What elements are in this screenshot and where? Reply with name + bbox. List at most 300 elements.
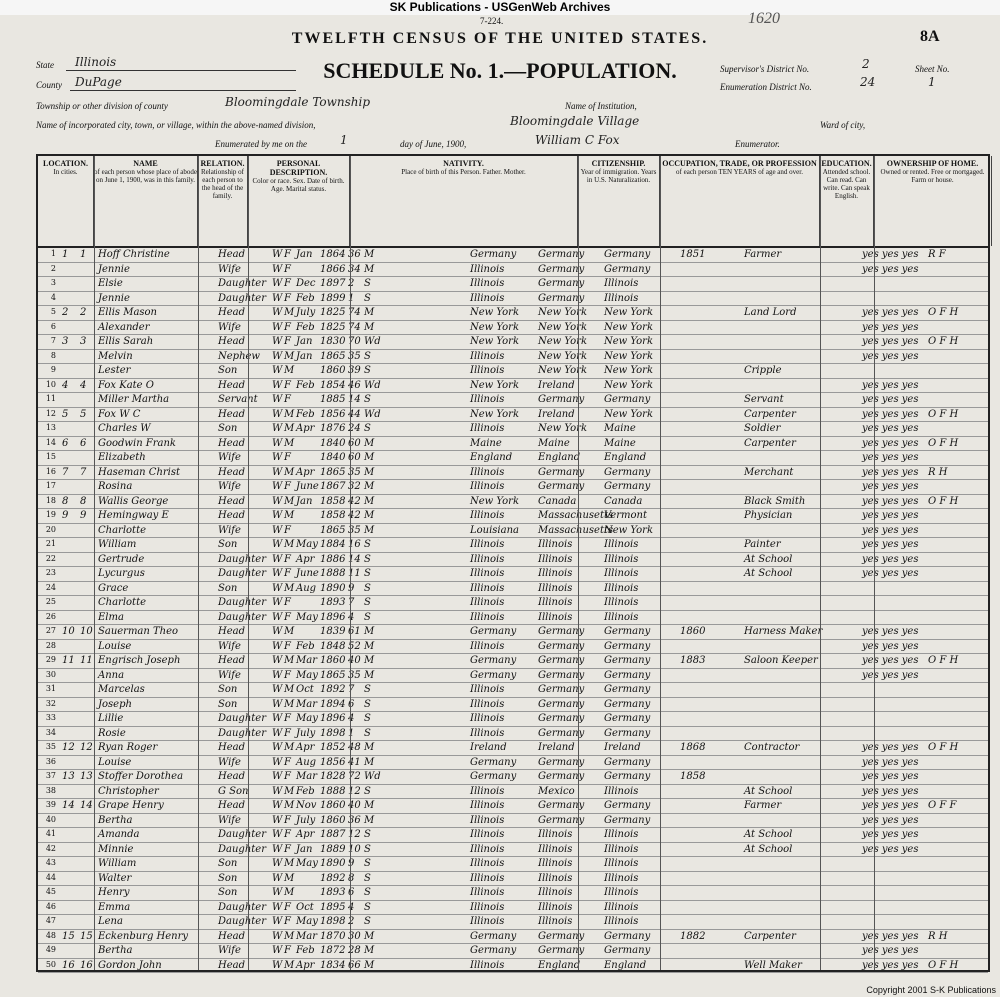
cell-pob: Germany	[470, 930, 517, 942]
cell-pob: Illinois	[470, 510, 505, 521]
cell-sex: F	[284, 336, 291, 347]
cell-ms: S	[364, 423, 371, 434]
cell-sex: F	[284, 814, 291, 826]
cell-yr: 1865	[320, 350, 346, 362]
cell-rel: Head	[218, 495, 246, 507]
cell-ms: S	[364, 872, 371, 884]
cell-rel: Wife	[218, 669, 241, 681]
cell-ms: S	[364, 843, 371, 855]
cell-age: 41	[348, 756, 361, 768]
cell-f: 1	[80, 249, 87, 260]
cell-mob: Germany	[604, 263, 651, 275]
cell-fob: Germany	[538, 930, 585, 942]
cell-mo: Feb	[296, 408, 315, 420]
cell-occ: Servant	[744, 394, 784, 405]
cell-n: 19	[45, 510, 56, 519]
cell-yr: 1852	[320, 742, 346, 753]
cell-own: R F	[928, 249, 946, 260]
cell-ms: M	[364, 524, 375, 536]
cell-mob: Canada	[604, 495, 643, 507]
cell-yr: 1893	[320, 887, 346, 898]
cell-mob: Germany	[604, 713, 651, 724]
cell-mob: Illinois	[604, 568, 639, 579]
cell-d: 5	[62, 408, 69, 420]
cell-f: 8	[80, 495, 87, 507]
cell-imm: 1882	[680, 930, 706, 942]
cell-rel: Head	[218, 408, 246, 420]
column-header-subtitle: In cities.	[53, 168, 78, 176]
cell-race: W	[272, 655, 283, 666]
cell-name: Grape Henry	[98, 800, 164, 811]
cell-race: W	[272, 249, 283, 260]
cell-mo: Jan	[296, 843, 313, 855]
cell-race: W	[272, 539, 283, 550]
cell-fob: Germany	[538, 263, 585, 275]
cell-race: W	[272, 872, 283, 884]
cell-pob: Illinois	[470, 640, 505, 652]
census-row	[38, 669, 988, 684]
cell-rel: Son	[218, 423, 238, 434]
cell-race: W	[272, 495, 283, 507]
cell-mob: Maine	[604, 423, 636, 434]
cell-age: 2	[348, 916, 355, 927]
cell-n: 20	[45, 524, 56, 534]
cell-yr: 1834	[320, 959, 346, 971]
cell-name: Alexander	[98, 321, 150, 333]
cell-yr: 1825	[320, 321, 346, 333]
cell-age: 9	[348, 582, 355, 594]
cell-rel: G Son	[218, 785, 249, 797]
cell-edu: yes yes yes	[862, 568, 919, 579]
cell-name: Melvin	[98, 350, 133, 362]
cell-age: 12	[348, 829, 361, 840]
cell-sex: M	[284, 307, 295, 318]
cell-fob: Illinois	[538, 916, 573, 927]
cell-d: 16	[62, 959, 75, 971]
cell-edu: yes yes yes	[862, 742, 919, 753]
cell-age: 39	[348, 365, 361, 376]
cell-name: Gertrude	[98, 553, 145, 565]
cell-d: 10	[62, 626, 75, 637]
cell-f: 7	[80, 466, 87, 478]
cell-yr: 1858	[320, 510, 346, 521]
cell-ms: S	[364, 597, 371, 608]
column-header-subtitle: Year of immigration. Years in U.S. Naturalization.	[580, 168, 657, 184]
cell-imm: 1858	[680, 771, 706, 782]
cell-f: 3	[80, 336, 87, 347]
cell-fob: New York	[538, 321, 587, 333]
cell-fob: Massachusetts	[538, 510, 614, 521]
cell-rel: Daughter	[218, 553, 266, 565]
cell-age: 42	[348, 495, 361, 507]
cell-race: W	[272, 481, 283, 492]
cell-rel: Head	[218, 510, 246, 521]
cell-fob: Ireland	[538, 408, 575, 420]
cell-own: O F H	[928, 655, 959, 666]
cell-mob: New York	[604, 307, 653, 318]
cell-rel: Head	[218, 800, 246, 811]
cell-name: Engrisch Joseph	[98, 655, 181, 666]
cell-age: 60	[348, 437, 361, 449]
cell-mo: Feb	[296, 379, 315, 391]
cell-n: 35	[45, 742, 56, 751]
cell-own: R H	[928, 930, 948, 942]
cell-sex: F	[284, 452, 291, 463]
cell-pob: Illinois	[470, 684, 505, 695]
cell-sex: M	[284, 466, 295, 478]
cell-n: 45	[45, 887, 56, 896]
cell-pob: New York	[470, 307, 519, 318]
cell-sex: F	[284, 278, 291, 289]
cell-fob: Illinois	[538, 887, 573, 898]
cell-rel: Wife	[218, 481, 241, 492]
cell-fob: Illinois	[538, 611, 573, 623]
cell-fob: Illinois	[538, 582, 573, 594]
cell-mob: New York	[604, 524, 653, 536]
census-row	[38, 553, 988, 568]
cell-mob: Germany	[604, 669, 651, 681]
cell-name: Lester	[98, 365, 131, 376]
cell-age: 6	[348, 698, 355, 710]
census-row	[38, 422, 988, 437]
cell-n: 9	[50, 365, 56, 374]
cell-rel: Son	[218, 698, 238, 710]
cell-occ: Land Lord	[744, 307, 797, 318]
cell-n: 32	[45, 698, 56, 708]
cell-n: 25	[45, 597, 56, 606]
archive-banner: SK Publications - USGenWeb Archives	[0, 0, 1000, 15]
cell-rel: Head	[218, 466, 246, 478]
cell-pob: Illinois	[470, 800, 505, 811]
cell-fob: Germany	[538, 771, 585, 782]
cell-pob: Illinois	[470, 727, 505, 739]
cell-yr: 1896	[320, 713, 346, 724]
census-row	[38, 886, 988, 901]
cell-occ: Black Smith	[744, 495, 806, 507]
cell-mob: Illinois	[604, 916, 639, 927]
column-header-subtitle: Owned or rented. Free or mortgaged. Farm or house.	[880, 168, 985, 184]
cell-fob: Germany	[538, 655, 585, 666]
cell-name: Louise	[98, 756, 132, 768]
cell-occ: At School	[744, 829, 793, 840]
cell-name: Hoff Christine	[98, 249, 170, 260]
cell-mo: Jan	[296, 495, 313, 507]
cell-race: W	[272, 843, 283, 855]
cell-pob: New York	[470, 408, 519, 420]
cell-sex: M	[284, 742, 295, 753]
cell-race: W	[272, 742, 283, 753]
cell-ms: M	[364, 307, 375, 318]
cell-mo: Feb	[296, 945, 315, 956]
cell-race: W	[272, 713, 283, 724]
cell-name: Eckenburg Henry	[98, 930, 189, 942]
cell-mob: Germany	[604, 684, 651, 695]
cell-d: 7	[62, 466, 69, 478]
township-value: Bloomingdale Township	[225, 95, 371, 109]
cell-pob: Maine	[470, 437, 502, 449]
cell-pob: Illinois	[470, 553, 505, 565]
cell-edu: yes yes yes	[862, 321, 919, 333]
cell-pob: Germany	[470, 669, 517, 681]
cell-mo: Apr	[296, 466, 315, 478]
census-row	[38, 538, 988, 553]
cell-edu: yes yes yes	[862, 524, 919, 536]
cell-pob: Illinois	[470, 698, 505, 710]
cell-sex: M	[284, 655, 295, 666]
cell-age: 35	[348, 524, 361, 536]
cell-ms: M	[364, 510, 375, 521]
census-row	[38, 379, 988, 394]
cell-race: W	[272, 756, 283, 768]
cell-sex: M	[284, 495, 295, 507]
cell-sex: F	[284, 292, 291, 304]
cell-yr: 1865	[320, 524, 346, 536]
cell-name: Stoffer Dorothea	[98, 771, 184, 782]
cell-pob: Ireland	[470, 742, 507, 753]
cell-own: O F H	[928, 408, 959, 420]
column-header	[820, 156, 874, 246]
cell-d: 13	[62, 771, 75, 782]
census-row	[38, 451, 988, 466]
cell-age: 46	[348, 379, 361, 391]
cell-age: 14	[348, 553, 361, 565]
cell-ms: M	[364, 437, 375, 449]
cell-mo: Mar	[296, 930, 317, 942]
cell-yr: 1840	[320, 437, 346, 449]
cell-d: 9	[62, 510, 69, 521]
cell-name: Elizabeth	[98, 452, 146, 463]
cell-own: O F H	[928, 495, 959, 507]
cell-sex: M	[284, 423, 295, 434]
cell-occ: At School	[744, 843, 793, 855]
cell-occ: Cripple	[744, 365, 782, 376]
cell-sex: F	[284, 640, 291, 652]
cell-n: 44	[45, 872, 56, 882]
census-row	[38, 393, 988, 408]
cell-sex: F	[284, 597, 291, 608]
cell-occ: Farmer	[744, 249, 782, 260]
column-header-title: OCCUPATION, TRADE, OR PROFESSION	[662, 159, 817, 168]
cell-ms: Wd	[364, 408, 381, 420]
column-header-row	[38, 156, 988, 248]
cell-edu: yes yes yes	[862, 510, 919, 521]
column-header-title: CITIZENSHIP.	[591, 159, 646, 168]
cell-rel: Head	[218, 379, 246, 391]
cell-yr: 1887	[320, 829, 346, 840]
cell-mob: Illinois	[604, 553, 639, 565]
cell-sex: F	[284, 394, 291, 405]
cell-yr: 1839	[320, 626, 346, 637]
cell-occ: Merchant	[744, 466, 794, 478]
cell-mo: Aug	[296, 756, 317, 768]
cell-name: Bertha	[98, 945, 133, 956]
column-header-title: PERSONAL DESCRIPTION.	[269, 159, 328, 177]
cell-edu: yes yes yes	[862, 495, 919, 507]
cell-edu: yes yes yes	[862, 437, 919, 449]
census-row	[38, 640, 988, 655]
cell-name: Elsie	[98, 278, 123, 289]
cell-fob: Germany	[538, 640, 585, 652]
cell-sex: M	[284, 365, 295, 376]
cell-name: Minnie	[98, 843, 134, 855]
cell-pob: Illinois	[470, 278, 505, 289]
cell-fob: New York	[538, 307, 587, 318]
cell-fob: Mexico	[538, 785, 575, 797]
cell-mob: Illinois	[604, 582, 639, 594]
census-row	[38, 843, 988, 858]
cell-age: 8	[348, 872, 355, 884]
cell-yr: 1860	[320, 800, 346, 811]
cell-d: 12	[62, 742, 75, 753]
cell-mo: Dec	[296, 278, 316, 289]
enumerated-day: 1	[340, 133, 348, 147]
township-label: Township or other division of county	[36, 101, 168, 111]
census-row	[38, 480, 988, 495]
cell-rel: Head	[218, 626, 246, 637]
cell-n: 27	[45, 626, 56, 635]
cell-sex: M	[284, 437, 295, 449]
cell-name: Christopher	[98, 785, 159, 797]
cell-edu: yes yes yes	[862, 669, 919, 681]
cell-pob: Illinois	[470, 597, 505, 608]
cell-mo: Apr	[296, 829, 315, 840]
cell-mob: Germany	[604, 771, 651, 782]
cell-mob: Germany	[604, 930, 651, 942]
cell-ms: S	[364, 582, 371, 594]
cell-n: 42	[45, 843, 56, 853]
cell-yr: 1885	[320, 394, 346, 405]
cell-rel: Head	[218, 930, 246, 942]
cell-race: W	[272, 669, 283, 681]
cell-d: 11	[62, 655, 75, 666]
cell-mo: Apr	[296, 553, 315, 565]
cell-sex: M	[284, 510, 295, 521]
cell-fob: Illinois	[538, 829, 573, 840]
cell-edu: yes yes yes	[862, 350, 919, 362]
census-row	[38, 901, 988, 916]
cell-edu: yes yes yes	[862, 452, 919, 463]
sheet-no-value: 1	[928, 75, 936, 89]
cell-age: 52	[348, 640, 361, 652]
column-header	[874, 156, 992, 246]
cell-edu: yes yes yes	[862, 626, 919, 637]
cell-mob: Vermont	[604, 510, 647, 521]
cell-fob: Germany	[538, 800, 585, 811]
cell-ms: M	[364, 495, 375, 507]
cell-age: 7	[348, 684, 355, 695]
cell-age: 11	[348, 568, 361, 579]
cell-ms: Wd	[364, 379, 381, 391]
census-row	[38, 437, 988, 452]
cell-n: 5	[50, 307, 56, 316]
cell-edu: yes yes yes	[862, 379, 919, 391]
cell-n: 10	[45, 379, 56, 389]
cell-mo: July	[296, 814, 316, 826]
census-row	[38, 408, 988, 423]
cell-f: 5	[80, 408, 87, 420]
cell-sex: M	[284, 539, 295, 550]
cell-rel: Daughter	[218, 611, 266, 623]
cell-n: 49	[45, 945, 56, 954]
cell-n: 15	[45, 452, 56, 461]
cell-edu: yes yes yes	[862, 843, 919, 855]
cell-pob: Illinois	[470, 843, 505, 855]
cell-rel: Daughter	[218, 916, 266, 927]
cell-sex: F	[284, 771, 291, 782]
cell-sex: F	[284, 756, 291, 768]
cell-rel: Daughter	[218, 278, 266, 289]
cell-fob: Ireland	[538, 379, 575, 391]
cell-mob: New York	[604, 365, 653, 376]
cell-pob: Illinois	[470, 350, 505, 362]
cell-yr: 1858	[320, 495, 346, 507]
cell-edu: yes yes yes	[862, 756, 919, 768]
cell-n: 8	[50, 350, 56, 360]
census-row	[38, 872, 988, 887]
cell-race: W	[272, 263, 283, 275]
cell-name: Ellis Mason	[98, 307, 157, 318]
column-divider	[874, 156, 875, 970]
cell-own: R H	[928, 466, 948, 478]
cell-mob: Germany	[604, 655, 651, 666]
column-divider	[660, 156, 661, 970]
column-header-subtitle: Place of birth of this Person. Father. Mother.	[401, 168, 526, 176]
cell-mob: Illinois	[604, 901, 639, 913]
cell-name: Rosina	[98, 481, 133, 492]
cell-name: Goodwin Frank	[98, 437, 176, 449]
cell-sex: M	[284, 887, 295, 898]
supervisor-label: Supervisor's District No.	[720, 64, 810, 74]
cell-yr: 1856	[320, 756, 346, 768]
cell-occ: Farmer	[744, 800, 782, 811]
column-divider	[198, 156, 199, 970]
cell-edu: yes yes yes	[862, 408, 919, 420]
cell-n: 37	[45, 771, 56, 780]
cell-mob: Illinois	[604, 843, 639, 855]
census-row	[38, 582, 988, 597]
cell-race: W	[272, 423, 283, 434]
cell-fob: Germany	[538, 292, 585, 304]
cell-name: William	[98, 858, 137, 869]
cell-race: W	[272, 930, 283, 942]
cell-ms: M	[364, 481, 375, 492]
cell-name: William	[98, 539, 137, 550]
cell-edu: yes yes yes	[862, 539, 919, 550]
cell-fob: Germany	[538, 713, 585, 724]
cell-rel: Daughter	[218, 829, 266, 840]
census-row	[38, 364, 988, 379]
cell-name: Anna	[98, 669, 125, 681]
cell-rel: Wife	[218, 945, 241, 956]
cell-occ: Contractor	[744, 742, 800, 753]
cell-age: 35	[348, 466, 361, 478]
cell-yr: 1892	[320, 872, 346, 884]
cell-fob: Massachusetts	[538, 524, 614, 536]
cell-race: W	[272, 945, 283, 956]
enumeration-value: 24	[860, 75, 876, 89]
cell-d: 6	[62, 437, 69, 449]
cell-mo: May	[296, 669, 318, 681]
cell-yr: 1886	[320, 553, 346, 565]
cell-sex: M	[284, 872, 295, 884]
cell-yr: 1899	[320, 292, 346, 304]
cell-n: 43	[45, 858, 56, 867]
cell-sex: F	[284, 945, 291, 956]
cell-name: Amanda	[98, 829, 140, 840]
column-header-title: RELATION.	[200, 159, 245, 168]
cell-mob: Germany	[604, 481, 651, 492]
cell-mo: Apr	[296, 742, 315, 753]
